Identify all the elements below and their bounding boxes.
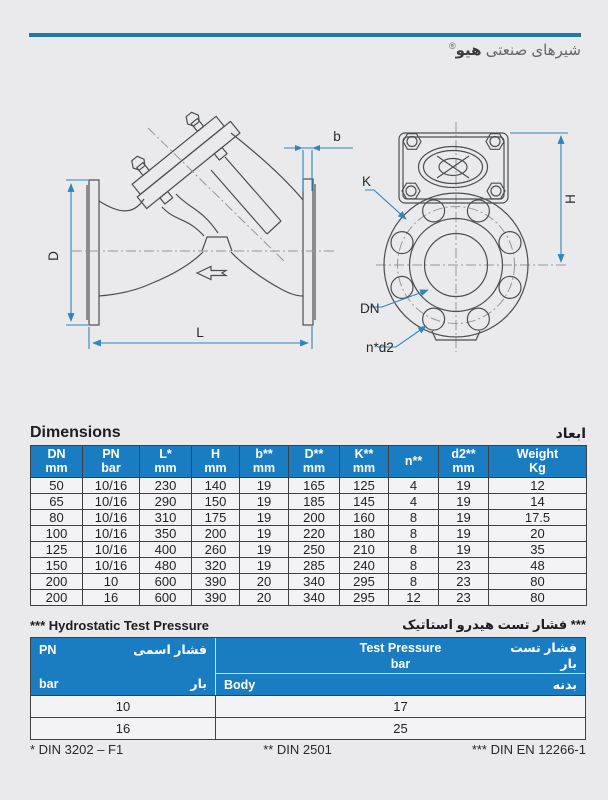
cell-l: 600 [140,590,192,606]
cell-k: 210 [340,542,389,558]
dimensions-header-row [31,446,587,478]
column-name: H [210,447,221,461]
column-unit: Kg [529,461,546,475]
cell-dn: 50 [31,478,83,494]
column-name: b** [255,447,273,461]
cell-d2: 19 [439,494,489,510]
cell-dn: 125 [31,542,83,558]
cell-weight: 80 [489,590,587,606]
cell-dn: 200 [31,574,83,590]
cell-d: 165 [289,478,340,494]
brand-name: هیو [455,42,482,59]
bar-label-fa: بار [190,677,207,691]
table-row [31,510,587,526]
cell-dn: 200 [31,590,83,606]
cell-l: 480 [140,558,192,574]
cell-pn: 10/16 [83,542,140,558]
table-row [31,478,587,494]
cell-pn: 10 [83,574,140,590]
cell-n: 8 [389,558,439,574]
cell-d: 185 [289,494,340,510]
cell-dn: 100 [31,526,83,542]
dimensions-title-fa: ابعاد [555,425,586,441]
body-label-en: Body [224,677,256,692]
footnote-1: * DIN 3202 – F1 [30,742,124,757]
cell-n: 8 [389,526,439,542]
cell-b: 19 [240,558,289,574]
cell-h: 390 [192,590,240,606]
column-unit: mm [252,461,276,475]
dim-label-l: L [196,325,204,340]
column-name: DN [47,447,66,461]
column-name: K** [354,447,374,461]
body-label-fa: بدنه [552,678,577,692]
test-pressure-label-en: Test Pressure [359,641,442,655]
dim-label-d: D [46,251,61,261]
table-row [31,574,587,590]
cell-weight: 17.5 [489,510,587,526]
cell-weight: 20 [489,526,587,542]
body-value: 17 [393,699,408,714]
cell-b: 19 [240,542,289,558]
cell-l: 600 [140,574,192,590]
test-pressure-header [31,638,585,695]
flow-arrow [197,267,226,280]
cell-d: 285 [289,558,340,574]
column-unit: mm [204,461,227,475]
cell-d: 200 [289,510,340,526]
cell-n: 8 [389,574,439,590]
test-pressure-header-cell [216,638,585,673]
column-header [83,446,140,478]
dim-label-nd2: n*d2 [366,340,394,355]
pn-value: 16 [31,718,216,739]
cell-b: 19 [240,494,289,510]
cell-d: 340 [289,590,340,606]
registered-mark: ® [448,41,456,51]
cell-h: 390 [192,574,240,590]
column-header [192,446,240,478]
cell-pn: 10/16 [83,510,140,526]
side-view-drawing [40,110,360,362]
dimensions-title-en: Dimensions [30,424,121,441]
cell-k: 125 [340,478,389,494]
body-header-cell [216,673,585,695]
cell-weight: 12 [489,478,587,494]
cell-weight: 80 [489,574,587,590]
cell-h: 150 [192,494,240,510]
column-header [439,446,489,478]
column-header [489,446,587,478]
cell-dn: 80 [31,510,83,526]
cell-d2: 23 [439,558,489,574]
cell-d2: 23 [439,590,489,606]
pn-label-en: PN [39,642,57,657]
cell-d2: 23 [439,574,489,590]
cell-n: 4 [389,494,439,510]
table-row [31,558,587,574]
dim-label-k: K [362,174,372,189]
test-bar-label-fa: بار [560,657,577,671]
table-row [31,542,587,558]
cell-d2: 19 [439,526,489,542]
hydro-title-fa: *** فشار تست هیدرو استاتیک [402,617,586,632]
brand-prefix: شیرهای صنعتی [485,42,581,59]
column-header [340,446,389,478]
cell-b: 19 [240,510,289,526]
cell-d: 250 [289,542,340,558]
pn-header-cell [31,638,216,695]
cell-pn: 10/16 [83,478,140,494]
cell-pn: 10/16 [83,558,140,574]
table-row [31,526,587,542]
cell-d2: 19 [439,478,489,494]
test-pressure-label-fa: فشار تست [510,641,577,655]
column-unit: mm [352,461,376,475]
column-name: Weight [516,447,559,461]
cell-d: 220 [289,526,340,542]
hydro-heading [30,617,586,633]
front-view-drawing [340,110,608,362]
column-name: PN [102,447,120,461]
dim-label-h: H [563,194,578,204]
cell-dn: 150 [31,558,83,574]
cell-k: 160 [340,510,389,526]
column-unit: bar [101,461,121,475]
test-pressure-table [30,637,586,740]
cell-l: 400 [140,542,192,558]
column-name: n** [404,454,423,468]
test-pressure-row [31,695,585,717]
cell-pn: 10/16 [83,526,140,542]
body-value: 25 [393,721,408,736]
cell-d: 340 [289,574,340,590]
cell-k: 240 [340,558,389,574]
cell-pn: 10/16 [83,494,140,510]
cell-h: 200 [192,526,240,542]
cell-k: 145 [340,494,389,510]
cell-b: 20 [240,574,289,590]
cell-b: 19 [240,478,289,494]
column-unit: mm [302,461,326,475]
dimensions-heading [30,424,586,442]
column-unit: mm [452,461,475,475]
cell-h: 140 [192,478,240,494]
dimensions-table [30,445,587,606]
column-header [289,446,340,478]
cell-n: 12 [389,590,439,606]
cell-l: 310 [140,510,192,526]
footnote-2: ** DIN 2501 [263,742,332,757]
pn-label-fa: فشار اسمی [133,643,207,657]
cell-k: 295 [340,574,389,590]
column-unit: mm [45,461,68,475]
cell-d2: 19 [439,510,489,526]
cell-d2: 19 [439,542,489,558]
bar-label-en: bar [39,676,59,691]
cell-k: 295 [340,590,389,606]
cell-l: 290 [140,494,192,510]
table-row [31,590,587,606]
cell-weight: 14 [489,494,587,510]
column-name: d2** [451,447,476,461]
cell-b: 20 [240,590,289,606]
column-header [31,446,83,478]
hydro-title-en: *** Hydrostatic Test Pressure [30,618,209,633]
column-header [389,446,439,478]
cell-n: 8 [389,510,439,526]
cell-l: 230 [140,478,192,494]
cell-n: 4 [389,478,439,494]
column-header [140,446,192,478]
column-name: D** [304,447,324,461]
cell-h: 320 [192,558,240,574]
cell-n: 8 [389,542,439,558]
cell-pn: 16 [83,590,140,606]
cell-dn: 65 [31,494,83,510]
cell-weight: 35 [489,542,587,558]
footnotes [30,742,586,757]
footnote-3: *** DIN EN 12266-1 [471,742,586,757]
column-unit: mm [154,461,177,475]
test-pressure-row [31,717,585,739]
cell-h: 260 [192,542,240,558]
cell-l: 350 [140,526,192,542]
cell-b: 19 [240,526,289,542]
table-row [31,494,587,510]
dim-label-dn: DN [360,301,380,316]
cell-h: 175 [192,510,240,526]
brand-title [449,41,581,59]
column-header [240,446,289,478]
cell-weight: 48 [489,558,587,574]
cell-k: 180 [340,526,389,542]
dim-label-b: b [333,129,341,144]
test-bar-label-en: bar [390,657,411,671]
column-name: L* [159,447,172,461]
pn-value: 10 [31,696,216,717]
header-rule [29,33,581,37]
